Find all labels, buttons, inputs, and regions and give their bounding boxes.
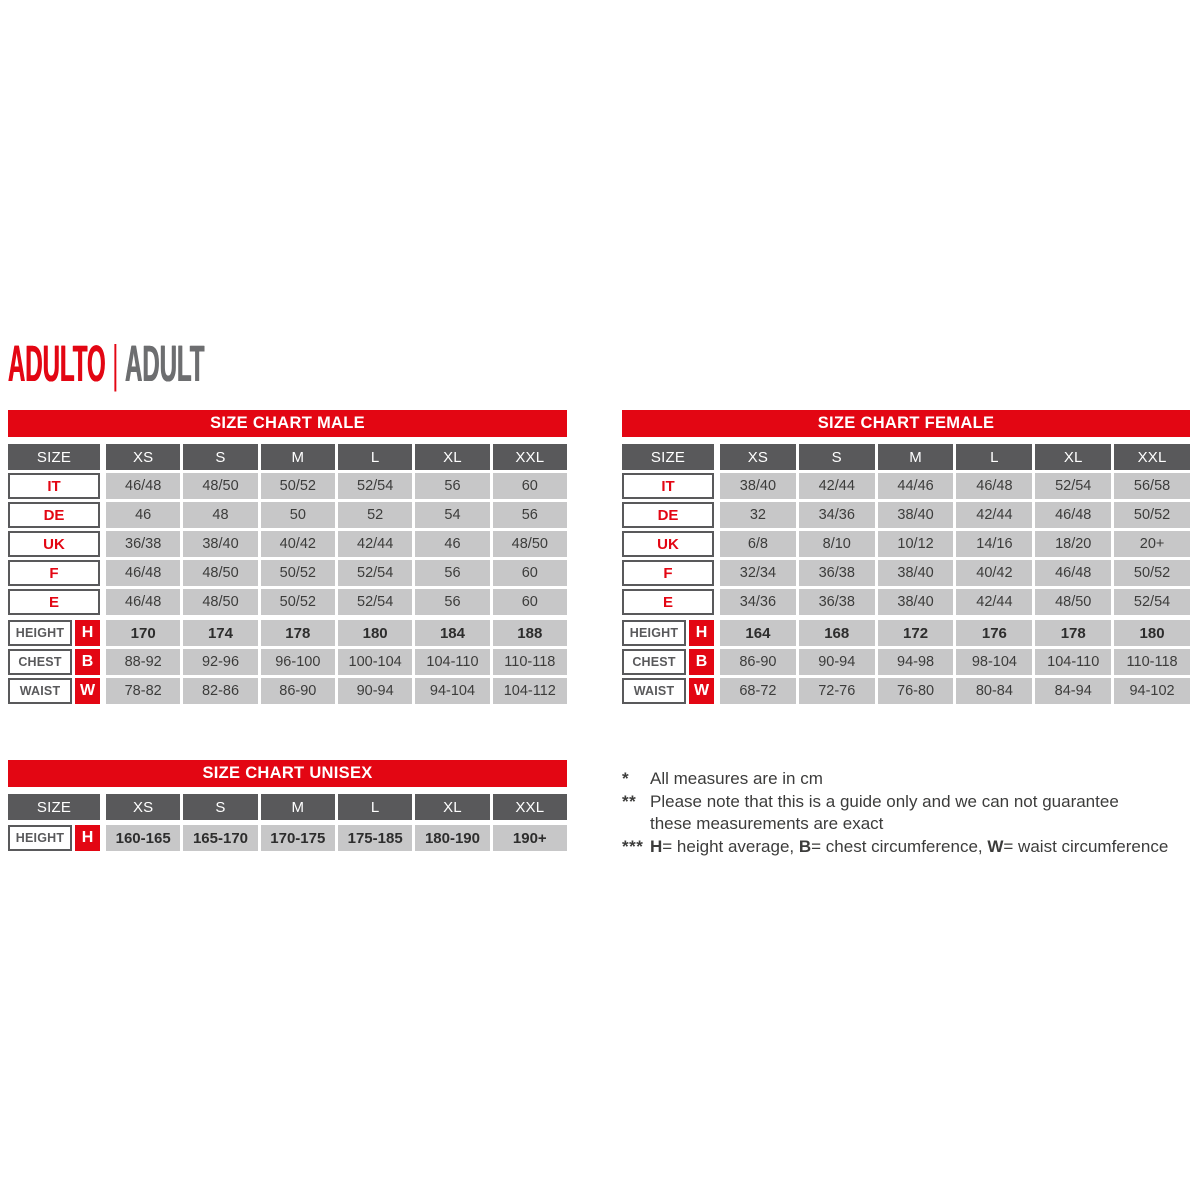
size-value-cell: 60 bbox=[493, 560, 567, 586]
measure-value-cell: 178 bbox=[261, 620, 335, 646]
size-value-cell: 34/36 bbox=[720, 589, 796, 615]
size-chart-female-table bbox=[622, 410, 1190, 707]
measure-value-cell: 190+ bbox=[493, 825, 567, 851]
measure-value-cell: 188 bbox=[493, 620, 567, 646]
page-title-separator-bar: | bbox=[112, 335, 119, 392]
measure-label-group bbox=[8, 678, 100, 704]
column-header-s: S bbox=[183, 794, 257, 820]
measure-value-cell: 180 bbox=[338, 620, 412, 646]
footnote-text: All measures are in cm bbox=[650, 769, 823, 788]
size-value-cell: 52/54 bbox=[338, 560, 412, 586]
column-header-xxl: XXL bbox=[493, 794, 567, 820]
size-value-cell: 46/48 bbox=[106, 589, 180, 615]
size-value-cell: 32 bbox=[720, 502, 796, 528]
measure-letter-badge-b: B bbox=[75, 649, 100, 675]
size-row-f bbox=[8, 560, 567, 586]
measure-label-group bbox=[8, 620, 100, 646]
row-label-e: E bbox=[8, 589, 100, 615]
size-value-cell: 46 bbox=[415, 531, 489, 557]
size-value-cell: 52/54 bbox=[1035, 473, 1111, 499]
measure-letter-badge-w: W bbox=[75, 678, 100, 704]
measure-value-cell: 164 bbox=[720, 620, 796, 646]
measure-value-cell: 86-90 bbox=[720, 649, 796, 675]
footnote-2 bbox=[622, 791, 1200, 836]
measure-letter-badge-b: B bbox=[689, 649, 714, 675]
size-value-cell: 50/52 bbox=[261, 560, 335, 586]
measure-value-cell: 94-104 bbox=[415, 678, 489, 704]
measure-letter-badge-h: H bbox=[689, 620, 714, 646]
measure-value-cell: 94-98 bbox=[878, 649, 954, 675]
size-value-cell: 50/52 bbox=[261, 473, 335, 499]
measure-value-cell: 168 bbox=[799, 620, 875, 646]
measure-row-chest bbox=[8, 649, 567, 675]
size-value-cell: 60 bbox=[493, 473, 567, 499]
page-title-primary: ADULTO bbox=[8, 335, 106, 392]
footnote-marker: ** bbox=[622, 791, 637, 811]
size-value-cell: 48/50 bbox=[1035, 589, 1111, 615]
size-value-cell: 46/48 bbox=[1035, 502, 1111, 528]
size-value-cell: 46/48 bbox=[956, 473, 1032, 499]
column-header-s: S bbox=[799, 444, 875, 470]
size-value-cell: 56/58 bbox=[1114, 473, 1190, 499]
column-header-xs: XS bbox=[720, 444, 796, 470]
column-header-l: L bbox=[338, 444, 412, 470]
measure-value-cell: 86-90 bbox=[261, 678, 335, 704]
measure-value-cell: 78-82 bbox=[106, 678, 180, 704]
size-row-de bbox=[622, 502, 1190, 528]
size-header-cell: SIZE bbox=[8, 794, 100, 820]
size-value-cell: 52/54 bbox=[338, 473, 412, 499]
size-value-cell: 38/40 bbox=[878, 589, 954, 615]
size-value-cell: 42/44 bbox=[338, 531, 412, 557]
measure-value-cell: 176 bbox=[956, 620, 1032, 646]
column-header-s: S bbox=[183, 444, 257, 470]
size-value-cell: 20+ bbox=[1114, 531, 1190, 557]
measure-value-cell: 104-110 bbox=[415, 649, 489, 675]
measure-value-cell: 90-94 bbox=[799, 649, 875, 675]
measure-label-waist: WAIST bbox=[8, 678, 72, 704]
measure-value-cell: 180 bbox=[1114, 620, 1190, 646]
size-row-f bbox=[622, 560, 1190, 586]
page-title-secondary: ADULT bbox=[125, 335, 205, 392]
column-header-xl: XL bbox=[415, 444, 489, 470]
size-value-cell: 8/10 bbox=[799, 531, 875, 557]
row-label-de: DE bbox=[8, 502, 100, 528]
measure-value-cell: 172 bbox=[878, 620, 954, 646]
table-header-row bbox=[622, 444, 1190, 470]
measure-row-height bbox=[622, 620, 1190, 646]
column-header-xs: XS bbox=[106, 794, 180, 820]
column-header-xxl: XXL bbox=[1114, 444, 1190, 470]
measure-row-waist bbox=[8, 678, 567, 704]
size-value-cell: 18/20 bbox=[1035, 531, 1111, 557]
size-value-cell: 36/38 bbox=[799, 589, 875, 615]
size-value-cell: 50/52 bbox=[261, 589, 335, 615]
column-header-l: L bbox=[338, 794, 412, 820]
size-chart-unisex-table bbox=[8, 760, 567, 854]
size-row-e bbox=[622, 589, 1190, 615]
footnote-text: Please note that this is a guide only and we can not guarantee these measurements are exact bbox=[650, 791, 1119, 833]
size-value-cell: 48 bbox=[183, 502, 257, 528]
column-header-m: M bbox=[878, 444, 954, 470]
measure-value-cell: 92-96 bbox=[183, 649, 257, 675]
size-value-cell: 56 bbox=[493, 502, 567, 528]
measure-label-waist: WAIST bbox=[622, 678, 686, 704]
size-value-cell: 60 bbox=[493, 589, 567, 615]
size-value-cell: 56 bbox=[415, 560, 489, 586]
size-row-it bbox=[8, 473, 567, 499]
size-row-e bbox=[8, 589, 567, 615]
measure-value-cell: 94-102 bbox=[1114, 678, 1190, 704]
footnote-3 bbox=[622, 836, 1200, 859]
measure-label-chest: CHEST bbox=[622, 649, 686, 675]
column-header-l: L bbox=[956, 444, 1032, 470]
page-title bbox=[8, 335, 205, 392]
measure-value-cell: 184 bbox=[415, 620, 489, 646]
size-header-cell: SIZE bbox=[622, 444, 714, 470]
row-label-it: IT bbox=[8, 473, 100, 499]
size-value-cell: 40/42 bbox=[261, 531, 335, 557]
size-value-cell: 38/40 bbox=[720, 473, 796, 499]
footnote-marker: * bbox=[622, 769, 630, 788]
size-value-cell: 46/48 bbox=[1035, 560, 1111, 586]
row-label-f: F bbox=[622, 560, 714, 586]
measure-value-cell: 104-110 bbox=[1035, 649, 1111, 675]
size-value-cell: 46/48 bbox=[106, 473, 180, 499]
measure-value-cell: 88-92 bbox=[106, 649, 180, 675]
size-value-cell: 42/44 bbox=[799, 473, 875, 499]
size-chart-male-table bbox=[8, 410, 567, 707]
size-value-cell: 52/54 bbox=[1114, 589, 1190, 615]
measure-value-cell: 98-104 bbox=[956, 649, 1032, 675]
size-value-cell: 56 bbox=[415, 473, 489, 499]
measure-label-group bbox=[622, 678, 714, 704]
measure-label-height: HEIGHT bbox=[8, 825, 72, 851]
size-value-cell: 46/48 bbox=[106, 560, 180, 586]
row-label-f: F bbox=[8, 560, 100, 586]
size-value-cell: 44/46 bbox=[878, 473, 954, 499]
column-header-xl: XL bbox=[1035, 444, 1111, 470]
row-label-it: IT bbox=[622, 473, 714, 499]
size-value-cell: 34/36 bbox=[799, 502, 875, 528]
size-value-cell: 42/44 bbox=[956, 589, 1032, 615]
size-row-it bbox=[622, 473, 1190, 499]
size-value-cell: 42/44 bbox=[956, 502, 1032, 528]
column-header-xs: XS bbox=[106, 444, 180, 470]
measure-value-cell: 76-80 bbox=[878, 678, 954, 704]
measure-value-cell: 180-190 bbox=[415, 825, 489, 851]
size-value-cell: 36/38 bbox=[799, 560, 875, 586]
size-value-cell: 38/40 bbox=[878, 502, 954, 528]
size-value-cell: 48/50 bbox=[183, 560, 257, 586]
measure-value-cell: 90-94 bbox=[338, 678, 412, 704]
measure-value-cell: 170-175 bbox=[261, 825, 335, 851]
measure-value-cell: 178 bbox=[1035, 620, 1111, 646]
measure-value-cell: 72-76 bbox=[799, 678, 875, 704]
measure-value-cell: 174 bbox=[183, 620, 257, 646]
measure-value-cell: 170 bbox=[106, 620, 180, 646]
footnote-1 bbox=[622, 768, 1200, 791]
size-value-cell: 50 bbox=[261, 502, 335, 528]
measure-value-cell: 110-118 bbox=[493, 649, 567, 675]
measure-value-cell: 68-72 bbox=[720, 678, 796, 704]
measure-value-cell: 96-100 bbox=[261, 649, 335, 675]
column-header-xl: XL bbox=[415, 794, 489, 820]
size-row-de bbox=[8, 502, 567, 528]
table-header-row bbox=[8, 444, 567, 470]
footnotes bbox=[622, 768, 1200, 858]
footnote-marker: *** bbox=[622, 836, 644, 856]
measure-value-cell: 82-86 bbox=[183, 678, 257, 704]
measure-letter-badge-h: H bbox=[75, 825, 100, 851]
measure-letter-badge-w: W bbox=[689, 678, 714, 704]
table-header-row bbox=[8, 794, 567, 820]
measure-label-height: HEIGHT bbox=[8, 620, 72, 646]
table-title-bar: SIZE CHART UNISEX bbox=[8, 760, 567, 787]
measure-value-cell: 110-118 bbox=[1114, 649, 1190, 675]
size-value-cell: 52 bbox=[338, 502, 412, 528]
row-label-de: DE bbox=[622, 502, 714, 528]
column-header-xxl: XXL bbox=[493, 444, 567, 470]
size-value-cell: 6/8 bbox=[720, 531, 796, 557]
measure-value-cell: 165-170 bbox=[183, 825, 257, 851]
size-value-cell: 46 bbox=[106, 502, 180, 528]
measure-label-chest: CHEST bbox=[8, 649, 72, 675]
measure-label-group bbox=[622, 620, 714, 646]
measure-row-height bbox=[8, 620, 567, 646]
size-header-cell: SIZE bbox=[8, 444, 100, 470]
size-value-cell: 38/40 bbox=[878, 560, 954, 586]
table-title-bar: SIZE CHART FEMALE bbox=[622, 410, 1190, 437]
measure-value-cell: 84-94 bbox=[1035, 678, 1111, 704]
measure-row-chest bbox=[622, 649, 1190, 675]
measure-row-height bbox=[8, 825, 567, 851]
measure-label-height: HEIGHT bbox=[622, 620, 686, 646]
row-label-e: E bbox=[622, 589, 714, 615]
size-value-cell: 48/50 bbox=[493, 531, 567, 557]
size-value-cell: 52/54 bbox=[338, 589, 412, 615]
row-label-uk: UK bbox=[622, 531, 714, 557]
row-label-uk: UK bbox=[8, 531, 100, 557]
size-value-cell: 14/16 bbox=[956, 531, 1032, 557]
column-header-m: M bbox=[261, 444, 335, 470]
measure-value-cell: 160-165 bbox=[106, 825, 180, 851]
size-value-cell: 48/50 bbox=[183, 473, 257, 499]
size-value-cell: 50/52 bbox=[1114, 502, 1190, 528]
measure-label-group bbox=[8, 649, 100, 675]
measure-value-cell: 104-112 bbox=[493, 678, 567, 704]
column-header-m: M bbox=[261, 794, 335, 820]
measure-value-cell: 100-104 bbox=[338, 649, 412, 675]
size-value-cell: 48/50 bbox=[183, 589, 257, 615]
measure-value-cell: 175-185 bbox=[338, 825, 412, 851]
size-value-cell: 40/42 bbox=[956, 560, 1032, 586]
size-value-cell: 32/34 bbox=[720, 560, 796, 586]
size-value-cell: 56 bbox=[415, 589, 489, 615]
size-value-cell: 38/40 bbox=[183, 531, 257, 557]
size-value-cell: 54 bbox=[415, 502, 489, 528]
size-row-uk bbox=[622, 531, 1190, 557]
size-value-cell: 36/38 bbox=[106, 531, 180, 557]
size-value-cell: 50/52 bbox=[1114, 560, 1190, 586]
table-title-bar: SIZE CHART MALE bbox=[8, 410, 567, 437]
measure-value-cell: 80-84 bbox=[956, 678, 1032, 704]
measure-label-group bbox=[8, 825, 100, 851]
footnote-text: H= height average, B= chest circumference, W= waist circumference bbox=[650, 836, 1169, 856]
size-row-uk bbox=[8, 531, 567, 557]
measure-letter-badge-h: H bbox=[75, 620, 100, 646]
measure-row-waist bbox=[622, 678, 1190, 704]
measure-label-group bbox=[622, 649, 714, 675]
size-value-cell: 10/12 bbox=[878, 531, 954, 557]
